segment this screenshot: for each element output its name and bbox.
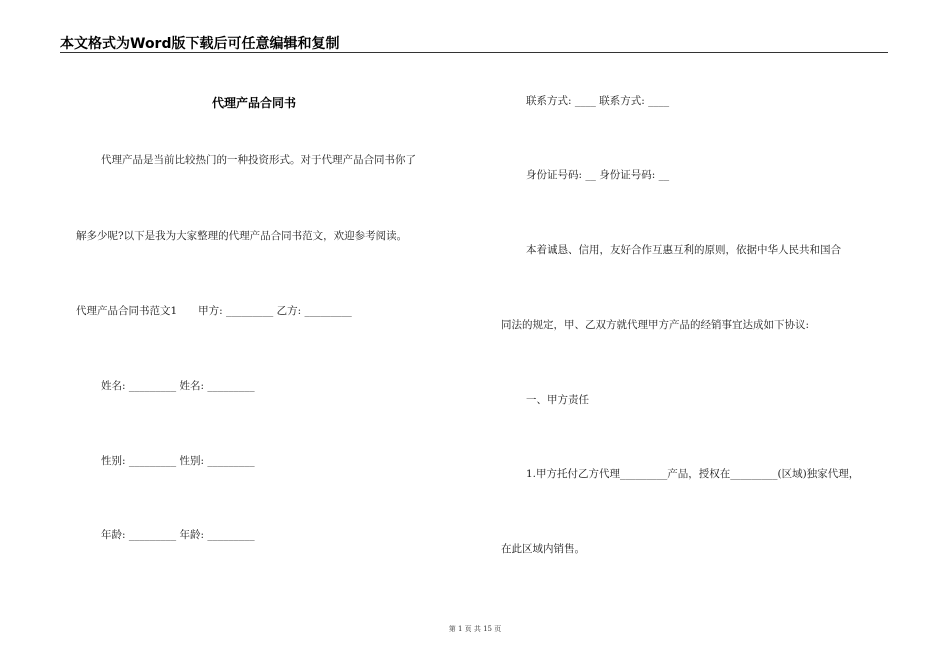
clause-1-line-2: 在此区域内销售。 — [501, 543, 585, 555]
contract-sample-heading: 代理产品合同书范文1 甲方: _________ 乙方: _________ — [76, 305, 352, 317]
principle-paragraph-line-1: 本着诚恳、信用，友好合作互惠互利的原则，依据中华人民共和国合 — [526, 244, 841, 256]
document-title: 代理产品合同书 — [212, 96, 297, 110]
intro-paragraph-line-2: 解多少呢?以下是我为大家整理的代理产品合同书范文，欢迎参考阅读。 — [76, 230, 408, 242]
gender-field-row: 性别: _________ 性别: _________ — [101, 455, 255, 467]
id-number-field-row: 身份证号码: __ 身份证号码: __ — [526, 169, 670, 181]
age-field-row: 年龄: _________ 年龄: _________ — [101, 529, 255, 541]
clause-1-line-1: 1.甲方托付乙方代理_________产品，授权在_________(区域)独家代理， — [526, 468, 860, 480]
party-a-responsibility-heading: 一、甲方责任 — [526, 394, 589, 406]
intro-paragraph-line-1: 代理产品是当前比较热门的一种投资形式。对于代理产品合同书你了 — [101, 154, 416, 166]
page-footer: 第 1 页 共 15 页 — [448, 625, 502, 633]
header-text: 本文格式为Word版下载后可任意编辑和复制 — [60, 36, 340, 52]
principle-paragraph-line-2: 同法的规定，甲、乙双方就代理甲方产品的经销事宜达成如下协议: — [501, 319, 810, 331]
contact-field-row: 联系方式: ____ 联系方式: ____ — [526, 95, 670, 107]
name-field-row: 姓名: _________ 姓名: _________ — [101, 380, 255, 392]
header-divider — [60, 52, 888, 53]
